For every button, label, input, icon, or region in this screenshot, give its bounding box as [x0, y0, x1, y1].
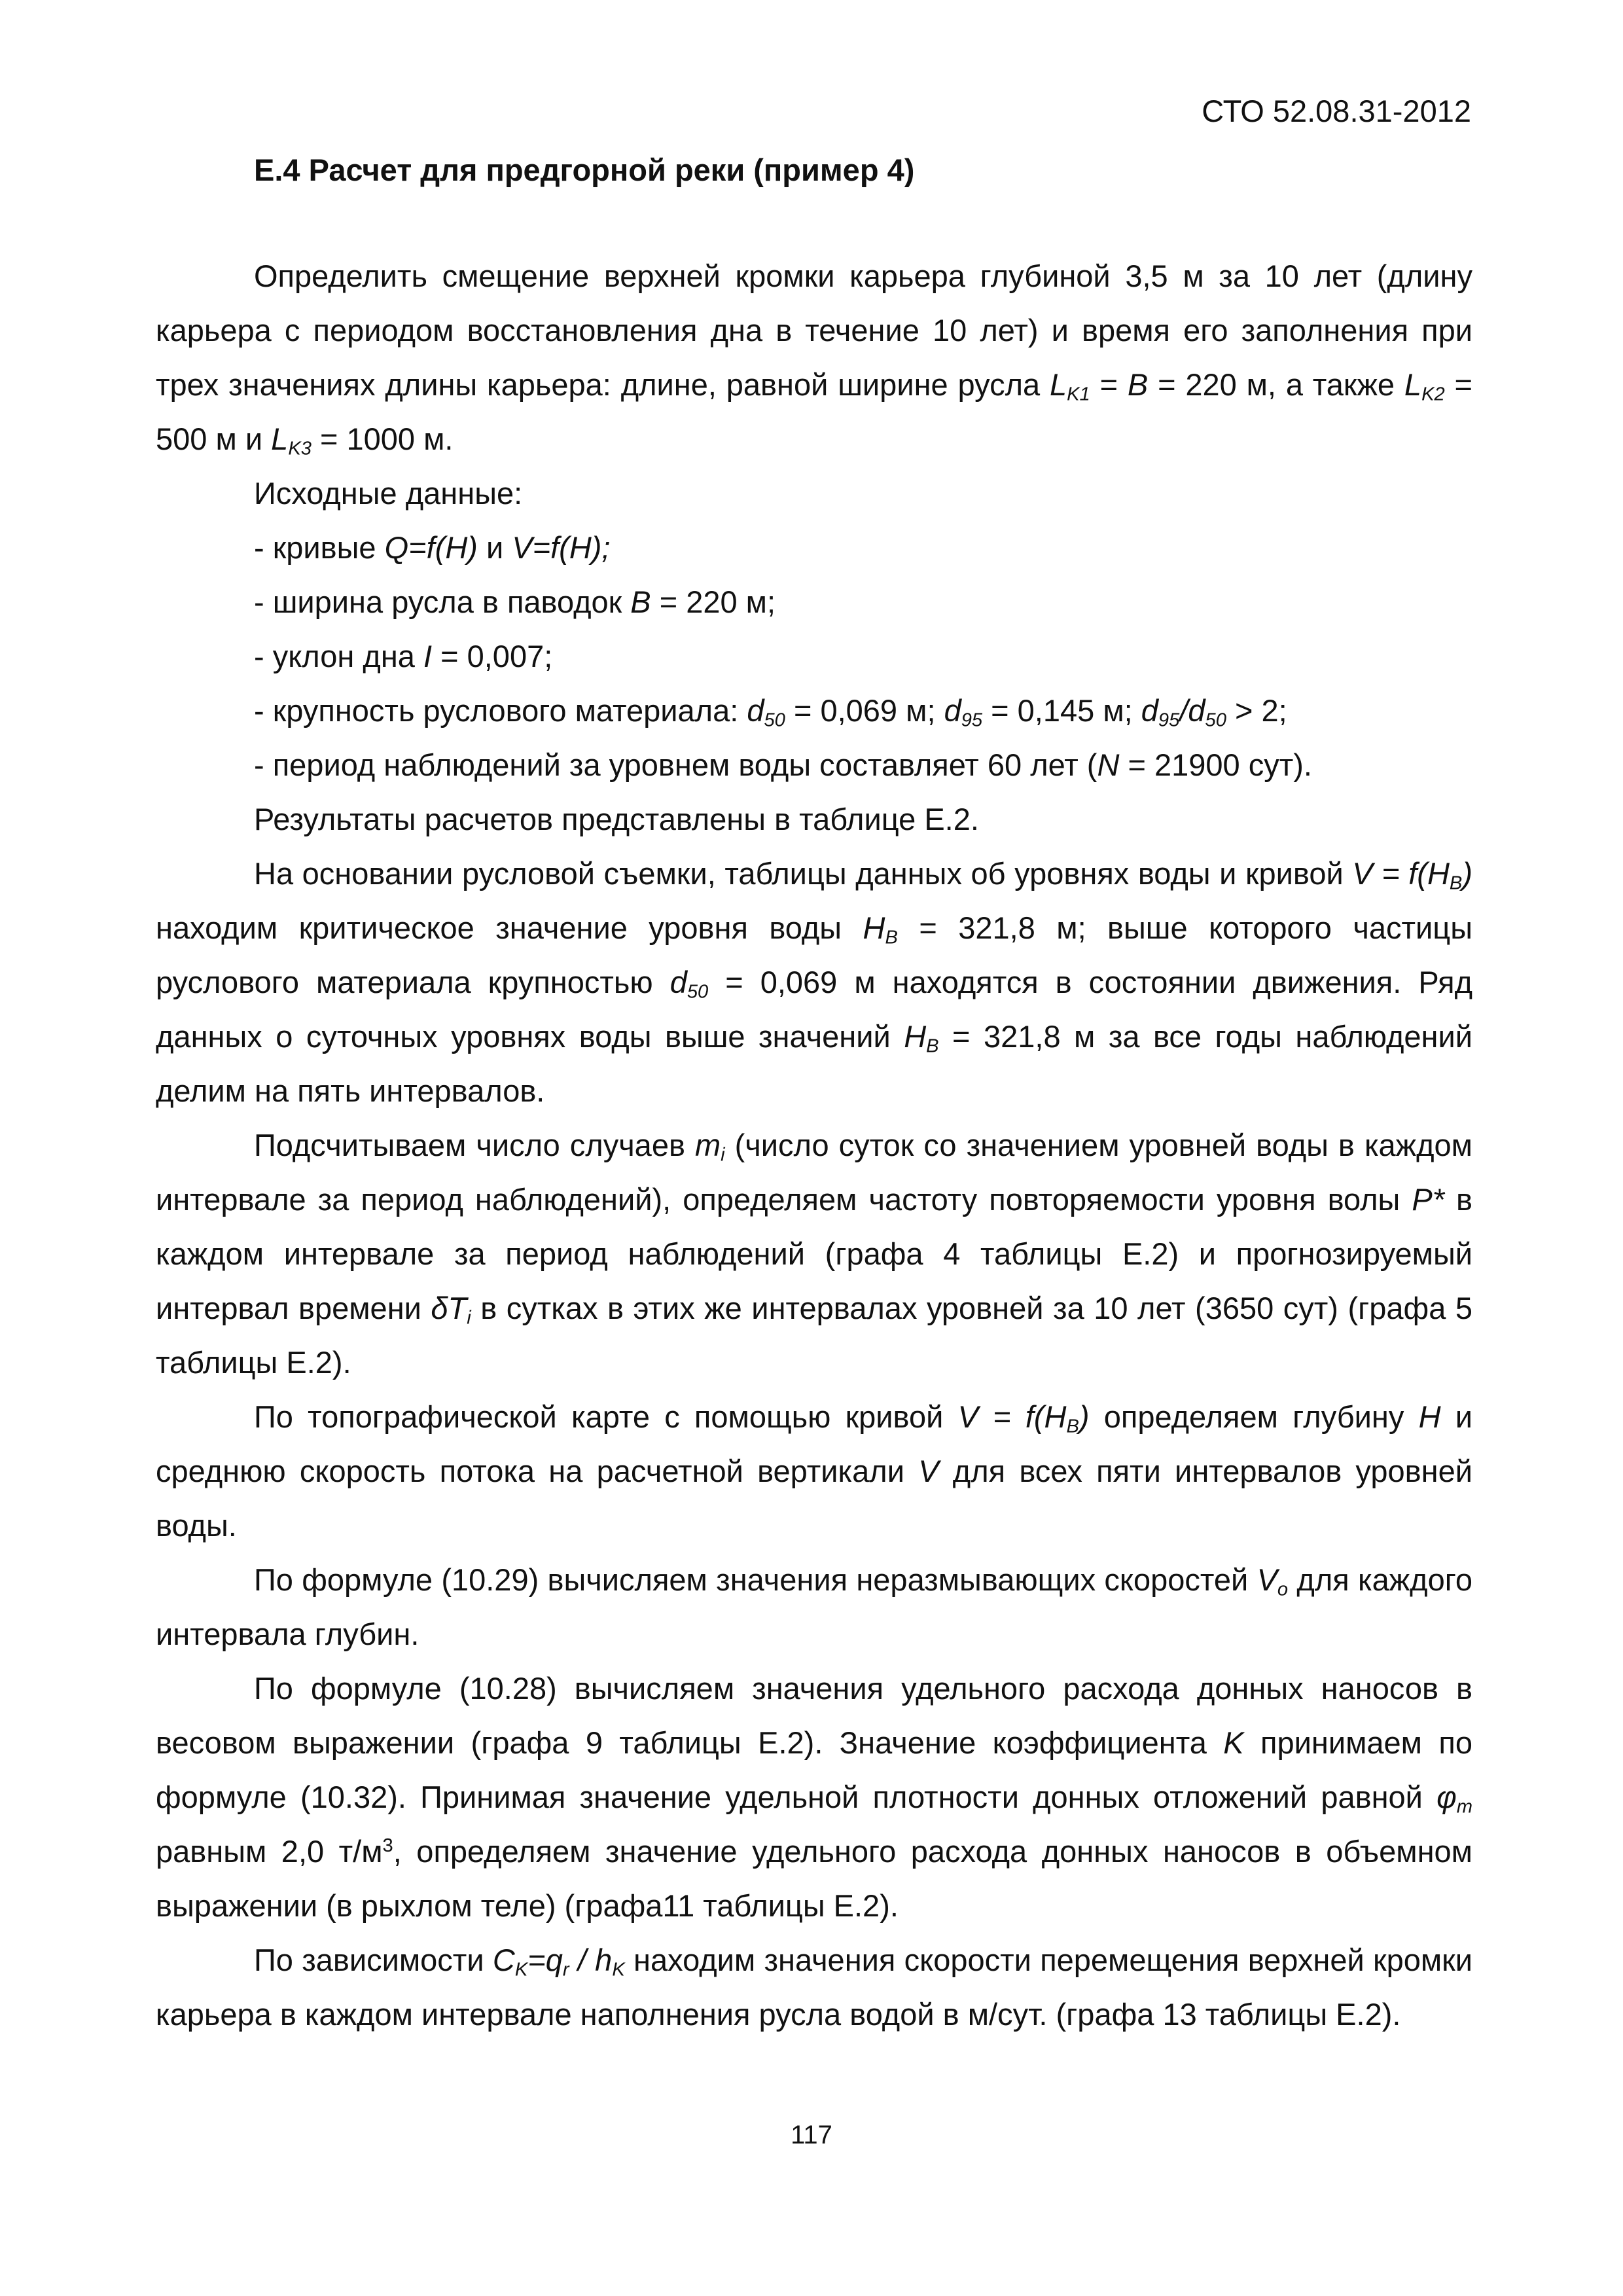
list-item-observation-period: - период наблюдений за уровнем воды составляет 60 лет (N = 21900 сут). — [254, 747, 1312, 782]
document-code: СТО 52.08.31-2012 — [1202, 94, 1471, 128]
paragraph-critical-level: На основании русловой съемки, таблицы данных об уровнях воды и кривой $V = f(H_B)$ находим критическое значение уровня воды $H_B = 321,8$ м; выше которого частицы руслового материала крупностью $d_{50} = 0,069$ м находятся в состоянии движения. Ряд данных о суточных уровнях воды выше значений $H_B = 321,8$ м за все годы наблюдений делим на пять интервалов. — [156, 856, 1472, 1108]
section-title: Е.4 Расчет для предгорной реки (пример 4) — [254, 152, 915, 187]
list-item-grain-size: - крупность руслового материала: $d_{50} = 0,069$ м; $d_{95} = 0,145$ м; $d_{95}/d_{50} > 2$; — [254, 693, 1287, 731]
page-number: 117 — [791, 2121, 832, 2149]
paragraph-frequency: Подсчитываем число случаев $m_i$ (число суток со значением уровней воды в каждом интервале за период наблюдений), определяем частоту повторяемости уровня волы P* в каждом интервале за период наблюдений (графа 4 таблицы Е.2) и прогнозируемый интервал времени $\delta T_i$ в сутках в этих же интервалах уровней за 10 лет (3650 сут) (графа 5 таблицы Е.2). — [156, 1128, 1473, 1380]
list-item-curves: - кривые Q=f(H) и V=f(H); — [254, 530, 611, 565]
paragraph-input-data-heading: Исходные данные: — [254, 476, 523, 511]
paragraph-depth-velocity: По топографической карте с помощью кривой $V = f(H_B)$ определяем глубину H и среднюю скорость потока на расчетной вертикали V для всех пяти интервалов уровней воды. — [156, 1399, 1472, 1543]
document-body — [156, 249, 1472, 2041]
paragraph-sediment-discharge: По формуле (10.28) вычисляем значения удельного расхода донных наносов в весовом выражении (графа 9 таблицы Е.2). Значение коэффициента K принимаем по формуле (10.32). Принимая значение удельной плотности донных отложений равной $\varphi_m$ равным 2,0 $т/м^3$, определяем значение удельного расхода донных наносов в объемном выражении (в рыхлом теле) (графа11 таблицы Е.2). — [156, 1671, 1472, 1923]
list-item-channel-width: - ширина русла в паводок B = 220 м; — [254, 584, 776, 619]
paragraph-task: Определить смещение верхней кромки карьера глубиной 3,5 м за 10 лет (длину карьера с периодом восстановления дна в течение 10 лет) и время его заполнения при трех значениях длины карьера: длине, равной ширине русла $L_{K1} = B = 220$ м, а также $L_{K2} = 500$ м и $L_{K3} = 1000$ м. — [156, 259, 1472, 459]
paragraph-results-reference: Результаты расчетов представлены в таблице Е.2. — [254, 802, 979, 836]
paragraph-edge-velocity: По зависимости $C_K=q_r / h_K$ находим значения скорости перемещения верхней кромки карьера в каждом интервале наполнения русла водой в м/сут. (графа 13 таблицы Е.2). — [156, 1943, 1473, 2032]
paragraph-non-scouring-velocity: По формуле (10.29) вычисляем значения неразмывающих скоростей $V_o$ для каждого интервала глубин. — [156, 1562, 1472, 1651]
list-item-slope: - уклон дна I = 0,007; — [254, 639, 553, 673]
